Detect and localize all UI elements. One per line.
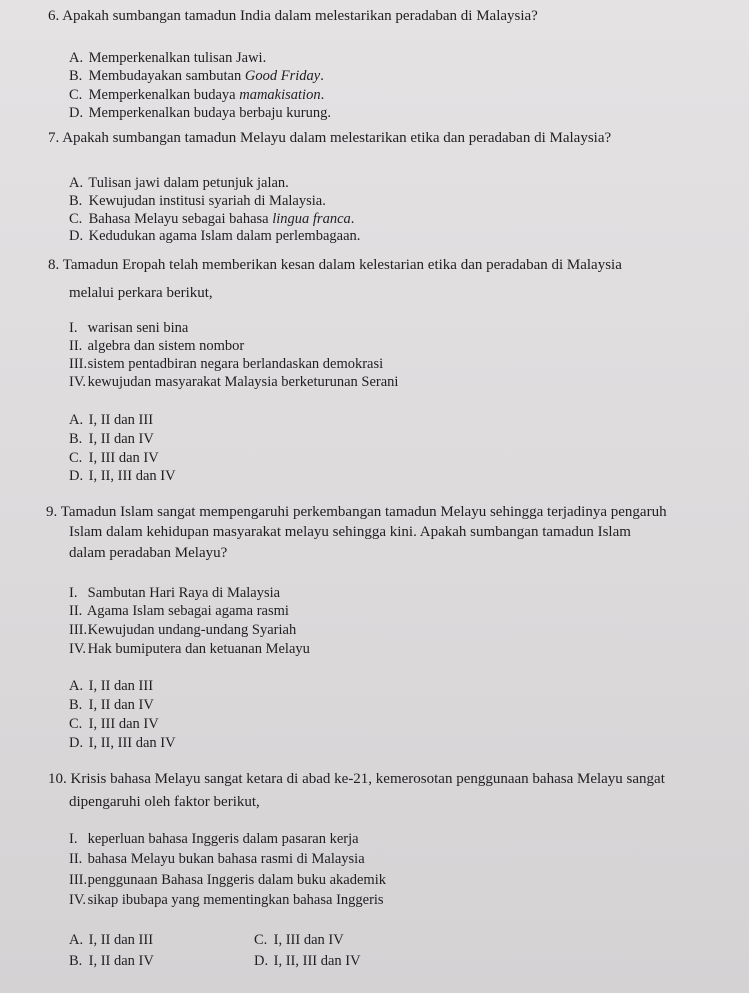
roman-numeral: II.: [69, 338, 83, 354]
option-letter: A.: [69, 412, 84, 428]
option-letter: B.: [69, 697, 83, 713]
q10-option-d[interactable]: [254, 952, 361, 970]
roman-numeral: III.: [69, 622, 88, 638]
roman-numeral: IV.: [69, 641, 87, 657]
q10-statement-1: [69, 830, 359, 848]
option-letter: B.: [69, 953, 83, 969]
roman-numeral: II.: [69, 851, 83, 867]
q8-statement-1: [69, 319, 188, 337]
q6-option-a[interactable]: [69, 49, 266, 67]
question-9-stem-line-2: Islam dalam kehidupan masyarakat melayu sehingga kini. Apakah sumbangan tamadun Islam: [69, 524, 631, 540]
question-text: Apakah sumbangan tamadun India dalam melestarikan peradaban di Malaysia?: [62, 8, 538, 24]
statement-text: warisan seni bina: [87, 320, 189, 336]
roman-numeral: II.: [69, 603, 83, 619]
roman-numeral: I.: [69, 831, 78, 847]
question-10-stem-line-1: [48, 770, 665, 788]
question-text: Tamadun Islam sangat mempengaruhi perkembangan tamadun Melayu sehingga terjadinya pengaruh: [60, 504, 667, 520]
option-letter: D.: [69, 228, 84, 244]
roman-numeral: IV.: [69, 892, 87, 908]
q9-statement-2: [69, 602, 289, 620]
statement-text: Sambutan Hari Raya di Malaysia: [87, 585, 281, 601]
option-letter: A.: [69, 678, 84, 694]
roman-numeral: III.: [69, 356, 88, 372]
question-number: 9.: [46, 504, 58, 520]
statement-text: algebra dan sistem nombor: [87, 338, 245, 354]
q9-option-b[interactable]: [69, 696, 154, 714]
q9-option-d[interactable]: [69, 734, 176, 752]
option-text: I, II dan IV: [88, 953, 154, 969]
option-text: I, II, III dan IV: [88, 468, 176, 484]
option-text: Memperkenalkan budaya berbaju kurung.: [88, 105, 332, 121]
option-letter: D.: [69, 735, 84, 751]
option-letter: C.: [69, 716, 83, 732]
q10-option-b[interactable]: [69, 952, 154, 970]
option-text: I, II, III dan IV: [88, 735, 176, 751]
statement-text: bahasa Melayu bukan bahasa rasmi di Malaysia: [87, 851, 365, 867]
statement-text: Kewujudan undang-undang Syariah: [87, 622, 297, 638]
option-text: Memperkenalkan tulisan Jawi.: [88, 50, 267, 66]
question-9-stem-line-1: [46, 503, 667, 521]
q6-option-b[interactable]: [69, 67, 324, 85]
q8-option-c[interactable]: [69, 449, 159, 467]
q9-statement-3: [69, 621, 296, 639]
q9-option-a[interactable]: [69, 677, 153, 695]
q7-option-c[interactable]: [69, 210, 354, 228]
option-letter: D.: [69, 105, 84, 121]
option-text-end: .: [320, 87, 325, 103]
question-number: 10.: [48, 771, 67, 787]
statement-text: keperluan bahasa Inggeris dalam pasaran kerja: [87, 831, 359, 847]
q8-statement-2: [69, 337, 244, 355]
option-text: I, II dan III: [88, 932, 154, 948]
option-letter: C.: [69, 450, 83, 466]
question-6-stem: [48, 7, 538, 25]
option-letter: D.: [69, 468, 84, 484]
q6-option-d[interactable]: [69, 104, 331, 122]
option-letter: C.: [69, 211, 83, 227]
roman-numeral: I.: [69, 320, 78, 336]
q9-option-c[interactable]: [69, 715, 159, 733]
option-letter: A.: [69, 932, 84, 948]
q8-option-a[interactable]: [69, 411, 153, 429]
q7-option-a[interactable]: [69, 174, 289, 192]
option-letter: D.: [254, 953, 269, 969]
q9-statement-1: [69, 584, 280, 602]
option-text: Tulisan jawi dalam petunjuk jalan.: [88, 175, 289, 191]
roman-numeral: IV.: [69, 374, 87, 390]
q8-statement-4: [69, 373, 398, 391]
option-letter: C.: [69, 87, 83, 103]
q7-option-b[interactable]: [69, 192, 326, 210]
option-letter: B.: [69, 193, 83, 209]
question-number: 7.: [48, 130, 60, 146]
option-text: I, II dan III: [88, 412, 154, 428]
option-text: Kedudukan agama Islam dalam perlembagaan.: [88, 228, 361, 244]
q8-option-d[interactable]: [69, 467, 176, 485]
question-8-stem-line-1: [48, 256, 622, 274]
question-10-stem-line-2: dipengaruhi oleh faktor berikut,: [69, 794, 260, 810]
option-italic-text: Good Friday: [244, 68, 321, 84]
q10-statement-2: [69, 850, 365, 868]
option-text-end: .: [320, 68, 324, 84]
option-letter: B.: [69, 68, 83, 84]
roman-numeral: I.: [69, 585, 78, 601]
option-letter: A.: [69, 50, 84, 66]
question-number: 8.: [48, 257, 60, 273]
roman-numeral: III.: [69, 872, 88, 888]
q10-statement-4: [69, 891, 384, 909]
option-text: I, II, III dan IV: [273, 953, 361, 969]
option-letter: A.: [69, 175, 84, 191]
option-text: Bahasa Melayu sebagai bahasa: [88, 211, 269, 227]
q10-option-a[interactable]: [69, 931, 153, 949]
q9-statement-4: [69, 640, 310, 658]
option-text: Kewujudan institusi syariah di Malaysia.: [88, 193, 326, 209]
option-text: Membudayakan sambutan: [88, 68, 242, 84]
question-9-stem-line-3: dalam peradaban Melayu?: [69, 545, 228, 561]
q8-statement-3: [69, 355, 383, 373]
option-text: I, III dan IV: [88, 450, 159, 466]
option-text-end: .: [350, 211, 355, 227]
statement-text: Hak bumiputera dan ketuanan Melayu: [87, 641, 310, 657]
q7-option-d[interactable]: [69, 227, 360, 245]
option-text: I, III dan IV: [273, 932, 344, 948]
question-text: Krisis bahasa Melayu sangat ketara di abad ke-21, kemerosotan penggunaan bahasa Melayu sangat: [70, 771, 665, 787]
question-7-stem: [48, 129, 611, 147]
question-text: Apakah sumbangan tamadun Melayu dalam melestarikan etika dan peradaban di Malaysia?: [62, 130, 612, 146]
option-text: I, III dan IV: [88, 716, 159, 732]
q10-option-c[interactable]: [254, 931, 344, 949]
q8-option-b[interactable]: [69, 430, 154, 448]
statement-text: penggunaan Bahasa Inggeris dalam buku akademik: [87, 872, 386, 888]
statement-text: sikap ibubapa yang mementingkan bahasa Inggeris: [87, 892, 384, 908]
q10-statement-3: [69, 871, 386, 889]
option-italic-text: lingua franca: [272, 211, 351, 227]
option-text: I, II dan IV: [88, 431, 154, 447]
option-letter: C.: [254, 932, 268, 948]
option-text: Memperkenalkan budaya: [88, 87, 236, 103]
question-8-stem-line-2: melalui perkara berikut,: [69, 285, 213, 301]
option-text: I, II dan IV: [88, 697, 154, 713]
statement-text: Agama Islam sebagai agama rasmi: [86, 603, 289, 619]
option-text: I, II dan III: [88, 678, 154, 694]
statement-text: sistem pentadbiran negara berlandaskan demokrasi: [87, 356, 384, 372]
question-text: Tamadun Eropah telah memberikan kesan dalam kelestarian etika dan peradaban di Malaysia: [62, 257, 622, 273]
option-italic-text: mamakisation: [239, 87, 321, 103]
option-letter: B.: [69, 431, 83, 447]
statement-text: kewujudan masyarakat Malaysia berketurunan Serani: [87, 374, 399, 390]
question-number: 6.: [48, 8, 60, 24]
q6-option-c[interactable]: [69, 86, 324, 104]
